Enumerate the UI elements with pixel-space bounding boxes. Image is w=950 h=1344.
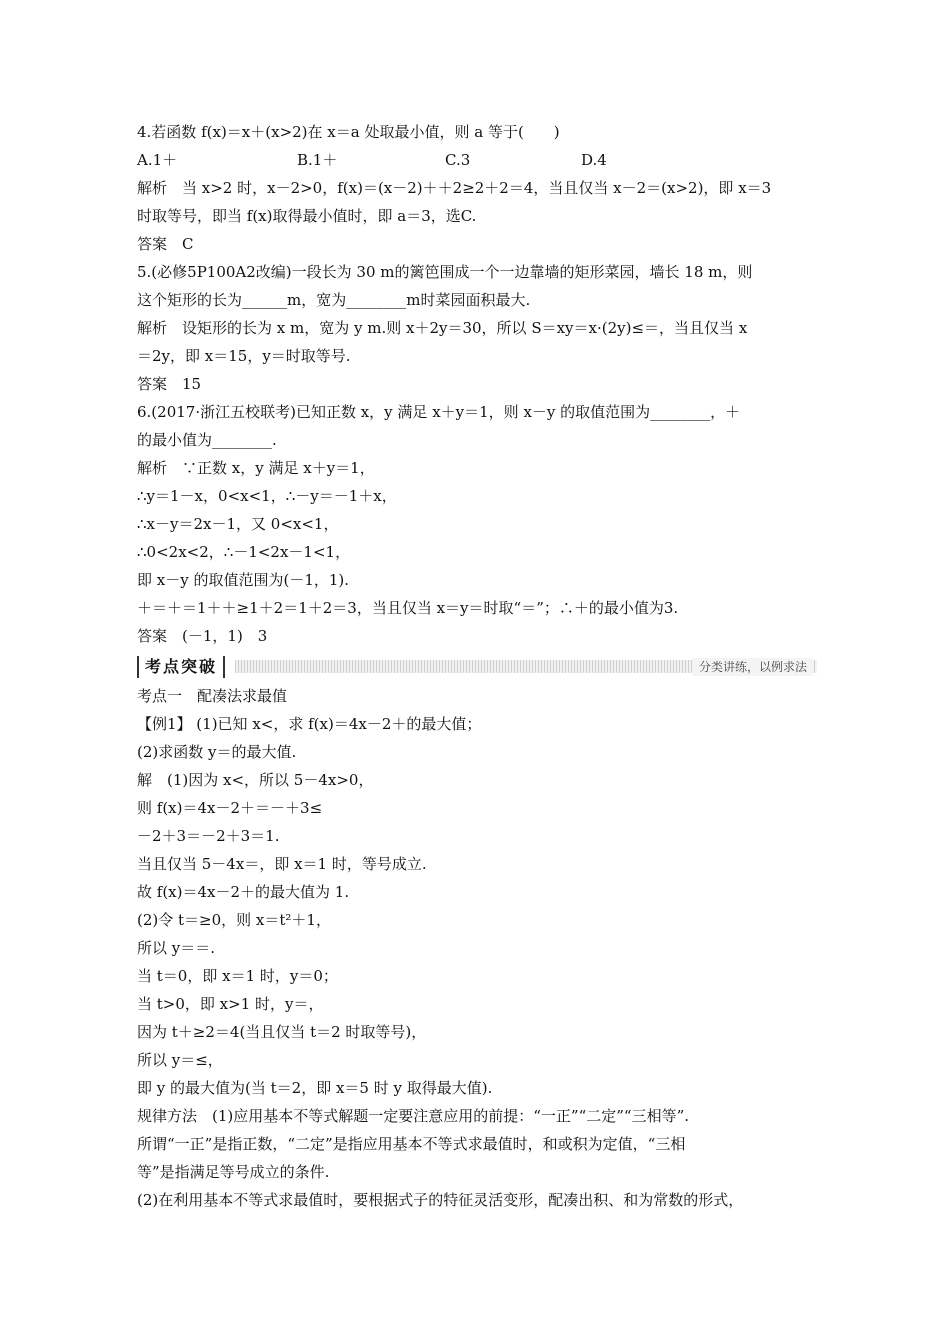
banner-subtitle: 分类讲练，以例求法 [693, 658, 813, 676]
option-a: A.1＋ [137, 151, 178, 169]
example-line: 因为 t＋≥2＝4(当且仅当 t＝2 时取等号)， [137, 1023, 427, 1041]
example-line: 当 t＝0，即 x＝1 时，y＝0； [137, 967, 338, 985]
question-6-analysis-line: ∴0<2x<2，∴－1<2x－1<1， [137, 543, 351, 561]
example-line: (2)令 t＝≥0，则 x＝t²＋1， [137, 911, 331, 929]
question-6-analysis-line: 即 x－y 的取值范围为(－1，1). [137, 571, 350, 589]
method-line: (2)在利用基本不等式求最值时，要根据式子的特征灵活变形，配凑出积、和为常数的形式， [137, 1191, 744, 1209]
example-line: 【例1】 (1)已知 x<，求 f(x)＝4x－2＋的最大值； [137, 715, 482, 733]
section-heading: 考点一 配凑法求最值 [137, 687, 288, 705]
option-c: C.3 [445, 151, 471, 169]
question-4-stem: 4.若函数 f(x)＝x＋(x>2)在 x＝a 处取最小值，则 a 等于( ) [137, 123, 560, 141]
question-6-analysis-line: ＋＝＋＝1＋＋≥1＋2＝1＋2＝3，当且仅当 x＝y＝时取“＝”；∴＋的最小值为3. [137, 599, 679, 617]
example-line: 当 t>0，即 x>1 时，y＝， [137, 995, 324, 1013]
question-4-analysis-line: 时取等号，即当 f(x)取得最小值时，即 a＝3，选C. [137, 207, 477, 225]
question-6-stem-line: 6.(2017·浙江五校联考)已知正数 x，y 满足 x＋y＝1，则 x－y 的取值范围为________，＋ [137, 403, 741, 421]
question-4-answer: 答案 C [137, 235, 194, 253]
section-banner [137, 654, 817, 682]
example-line: 所以 y＝≤， [137, 1051, 223, 1069]
document-page [137, 118, 817, 1214]
method-line: 等”是指满足等号成立的条件. [137, 1163, 330, 1181]
question-4-options [137, 146, 817, 174]
question-6-answer: 答案 (－1，1) 3 [137, 627, 268, 645]
question-6-analysis-line: ∴x－y＝2x－1，又 0<x<1， [137, 515, 339, 533]
example-line: 即 y 的最大值为(当 t＝2，即 x＝5 时 y 取得最大值). [137, 1079, 493, 1097]
method-line: 规律方法 (1)应用基本不等式解题一定要注意应用的前提：“一正”“二定”“三相等”. [137, 1107, 690, 1125]
question-6-analysis-line: ∴y＝1－x，0<x<1，∴－y＝－1＋x， [137, 487, 397, 505]
example-line: 故 f(x)＝4x－2＋的最大值为 1. [137, 883, 350, 901]
example-line: 当且仅当 5－4x＝，即 x＝1 时，等号成立. [137, 855, 427, 873]
question-5-analysis-line: ＝2y，即 x＝15，y＝时取等号. [137, 347, 351, 365]
example-line: 所以 y＝＝. [137, 939, 216, 957]
example-line: 则 f(x)＝4x－2＋＝－＋3≤ [137, 799, 323, 817]
banner-title: 考点突破 [137, 656, 225, 678]
example-line: －2＋3＝－2＋3＝1. [137, 827, 280, 845]
question-5-stem-line: 5.(必修5P100A2改编)一段长为 30 m的篱笆围成一个一边靠墙的矩形菜园，墙长 18 m，则 [137, 263, 753, 281]
option-d: D.4 [581, 151, 607, 169]
method-line: 所谓“一正”是指正数，“二定”是指应用基本不等式求最值时，和或积为定值，“三相 [137, 1135, 686, 1153]
example-line: 解 (1)因为 x<，所以 5－4x>0， [137, 771, 374, 789]
question-4-analysis-line: 解析 当 x>2 时，x－2>0，f(x)＝(x－2)＋＋2≥2＋2＝4，当且仅当 x－2＝(x>2)，即 x＝3 [137, 179, 772, 197]
question-5-stem-line: 这个矩形的长为______m，宽为________m时菜园面积最大. [137, 291, 531, 309]
question-6-stem-line: 的最小值为________. [137, 431, 277, 449]
question-6-analysis-line: 解析 ∵正数 x，y 满足 x＋y＝1， [137, 459, 375, 477]
option-b: B.1＋ [297, 151, 338, 169]
question-5-analysis-line: 解析 设矩形的长为 x m，宽为 y m.则 x＋2y＝30，所以 S＝xy＝x·(2y)≤＝，当且仅当 x [137, 319, 748, 337]
question-5-answer: 答案 15 [137, 375, 202, 393]
example-line: (2)求函数 y＝的最大值. [137, 743, 297, 761]
